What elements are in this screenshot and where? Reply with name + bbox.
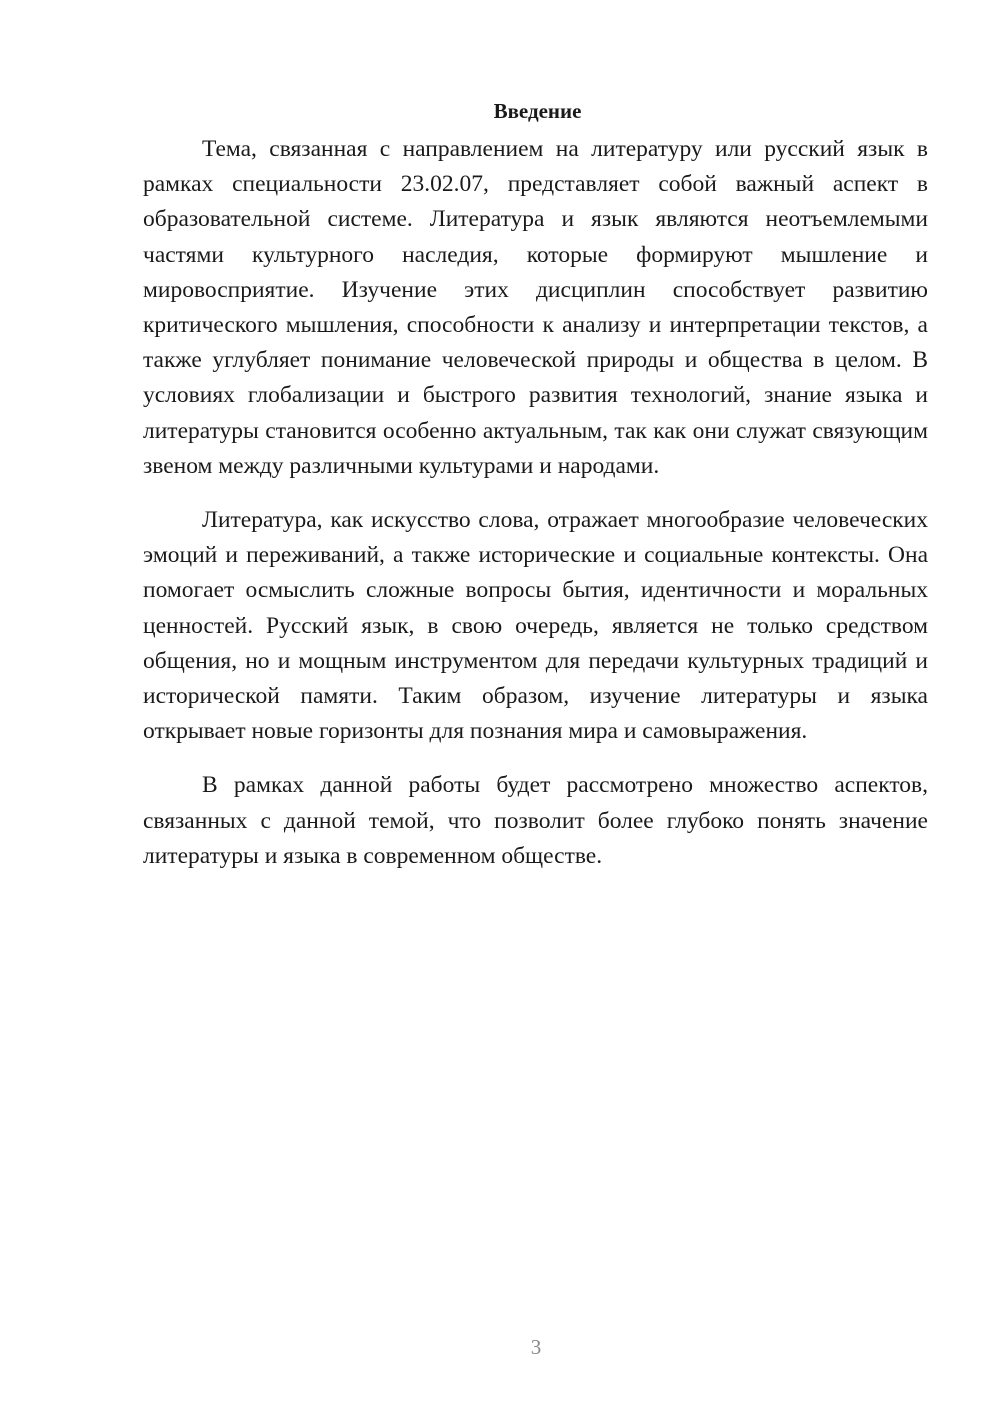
paragraph-2: Литература, как искусство слова, отражает многообразие человеческих эмоций и переживаний, а также исторические и социальные контексты. Она помогает осмыслить сложные вопросы бытия, идентичности и моральных ценностей. Русский язык, в свою очередь, является не только средством общения, но и мощным инструментом для передачи культурных традиций и исторической памяти. Таким образом, изучение литературы и языка открывает новые горизонты для познания мира и самовыражения. (143, 507, 928, 745)
page-number: 3 (530, 1335, 542, 1359)
paragraph-1: Тема, связанная с направлением на литературу или русский язык в рамках специальности 23.02.07, представляет собой важный аспект в образовательной системе. Литература и язык являются неотъемлемыми частями культурного наследия, которые формируют мышление и мировосприятие. Изучение этих дисциплин способствует развитию критического мышления, способности к анализу и интерпретации текстов, а также углубляет понимание человеческой природы и общества в целом. В условиях глобализации и быстрого развития технологий, знание языка и литературы становится особенно актуальным, так как они служат связующим звеном между различными культурами и народами. (143, 136, 928, 479)
page-body (143, 96, 928, 874)
paragraph-3: В рамках данной работы будет рассмотрено множество аспектов, связанных с данной темой, что позволит более глубоко понять значение литературы и языка в современном обществе. (143, 772, 928, 869)
section-heading: Введение (493, 99, 582, 123)
